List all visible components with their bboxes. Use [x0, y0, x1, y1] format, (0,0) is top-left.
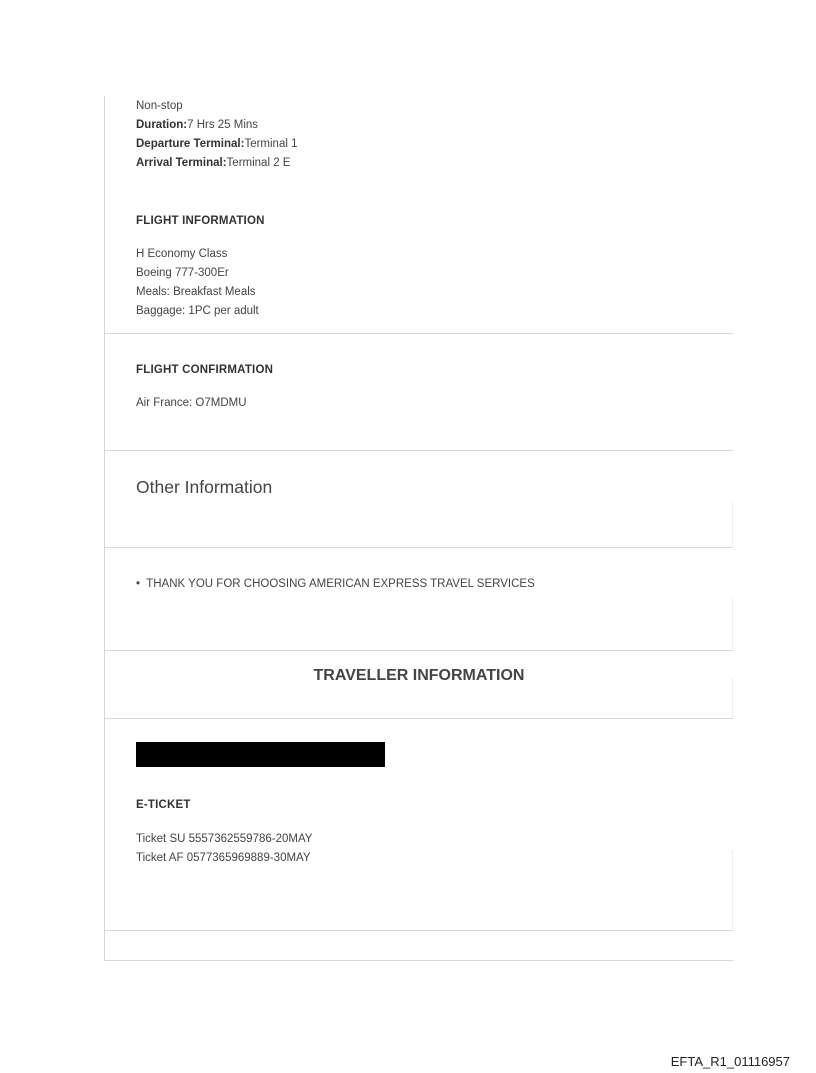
redacted-traveller-name — [136, 742, 385, 767]
aircraft-text: Boeing 777-300Er — [136, 267, 229, 279]
divider — [732, 596, 733, 649]
ticket-su-text: Ticket SU 5557362559786-20MAY — [136, 833, 313, 845]
divider — [105, 960, 733, 961]
itinerary-panel — [104, 96, 733, 961]
traveller-information-heading: TRAVELLER INFORMATION — [313, 667, 525, 684]
departure-terminal-label: Departure Terminal: — [136, 138, 245, 150]
divider — [105, 547, 733, 548]
divider — [732, 501, 733, 546]
divider — [105, 718, 733, 719]
document-id: EFTA_R1_01116957 — [670, 1054, 790, 1069]
flight-confirmation-heading: FLIGHT CONFIRMATION — [136, 364, 274, 376]
duration-value: 7 Hrs 25 Mins — [187, 119, 259, 131]
flight-information-heading: FLIGHT INFORMATION — [136, 215, 265, 227]
divider — [732, 851, 733, 929]
baggage-text: Baggage: 1PC per adult — [136, 305, 259, 317]
departure-terminal-value: Terminal 1 — [244, 138, 298, 150]
stops-text: Non-stop — [136, 100, 183, 112]
thank-you-note — [136, 575, 535, 594]
departure-terminal-row — [136, 135, 298, 154]
duration-label: Duration: — [136, 119, 188, 131]
divider — [105, 333, 733, 334]
thank-you-text: THANK YOU FOR CHOOSING AMERICAN EXPRESS TRAVEL SERVICES — [146, 578, 535, 590]
divider — [105, 450, 733, 451]
confirmation-code-text: Air France: O7MDMU — [136, 397, 247, 409]
duration-row — [136, 116, 258, 135]
divider — [105, 930, 733, 931]
bullet-marker: • — [136, 578, 141, 590]
arrival-terminal-label: Arrival Terminal: — [136, 157, 227, 169]
meals-text: Meals: Breakfast Meals — [136, 286, 256, 298]
divider — [732, 679, 733, 717]
other-information-heading: Other Information — [136, 477, 273, 497]
e-ticket-heading: E-TICKET — [136, 799, 191, 811]
arrival-terminal-value: Terminal 2 E — [226, 157, 291, 169]
ticket-af-text: Ticket AF 0577365969889-30MAY — [136, 852, 311, 864]
cabin-class-text: H Economy Class — [136, 248, 228, 260]
arrival-terminal-row — [136, 154, 290, 173]
divider — [105, 650, 733, 651]
